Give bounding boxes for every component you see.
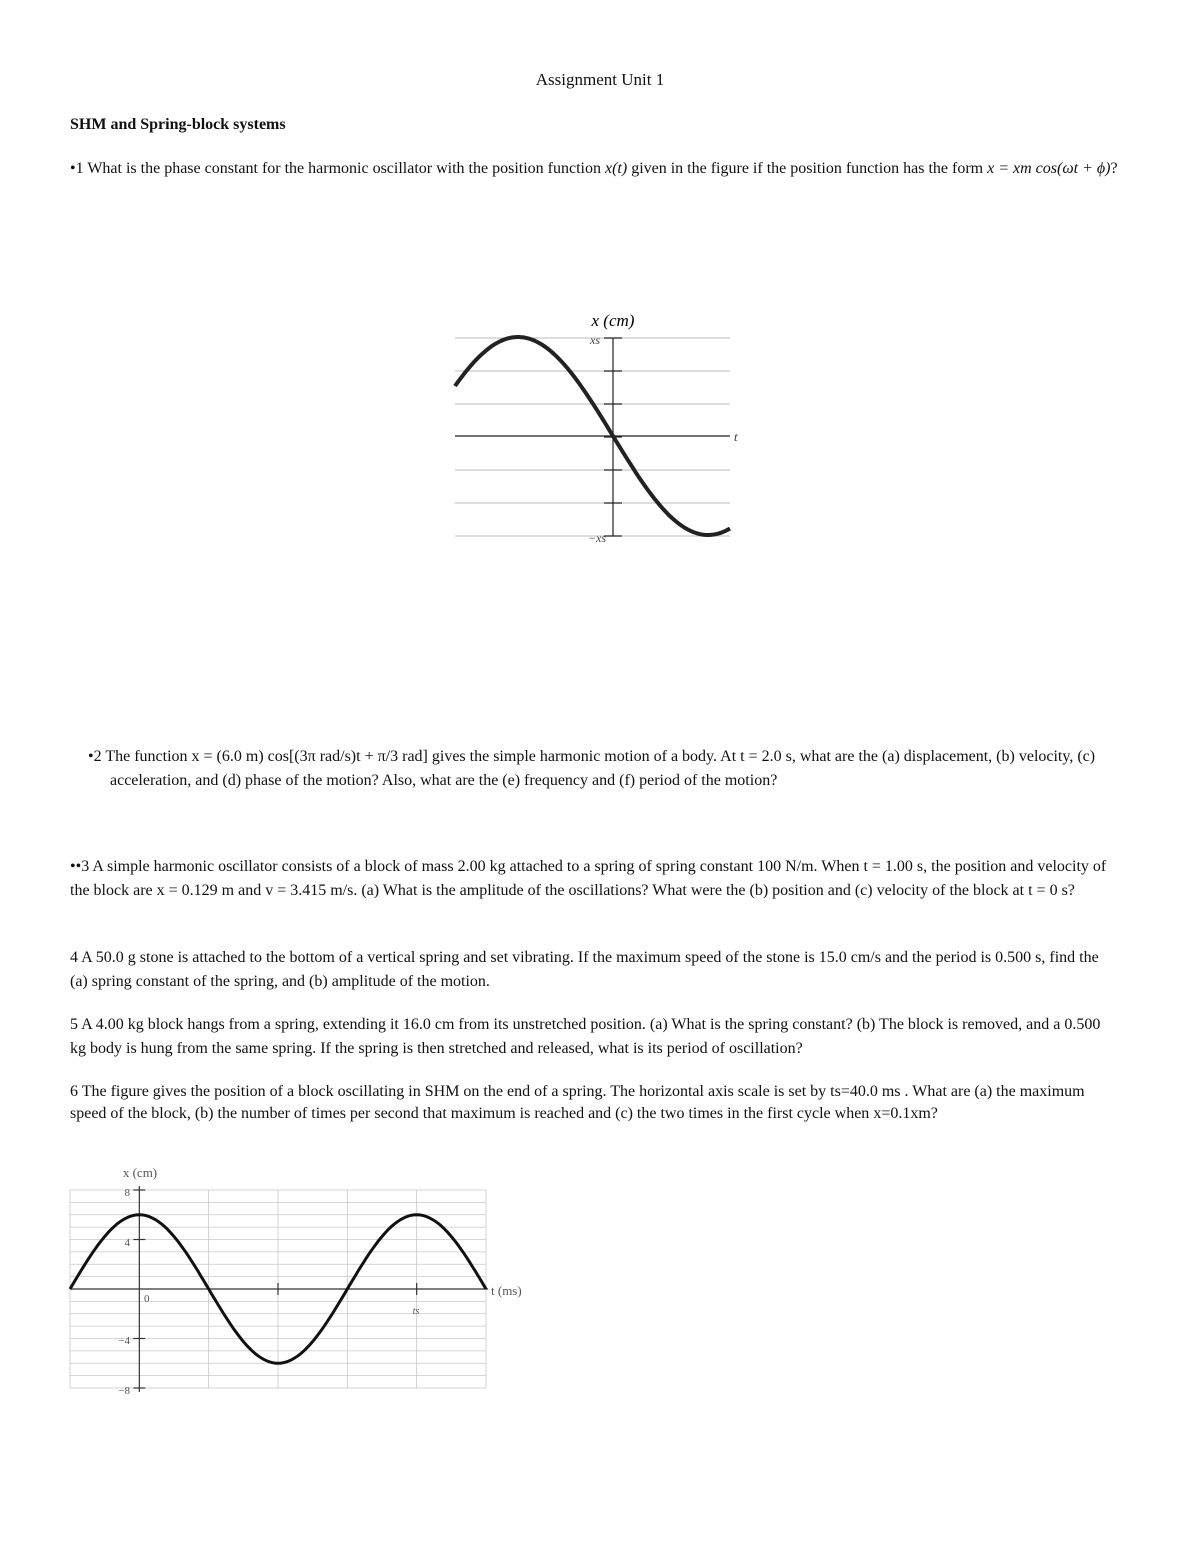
question-marker: •1 bbox=[70, 160, 84, 177]
question-text: ? bbox=[930, 1105, 938, 1122]
figure-1-bottom-tick-label: −xs bbox=[587, 531, 606, 545]
figure-2-x-axis-label: t (ms) bbox=[491, 1283, 522, 1298]
figure-2-y-tick-label-neg8: −8 bbox=[118, 1385, 130, 1397]
page-title: Assignment Unit 1 bbox=[535, 70, 665, 89]
question-marker: 6 bbox=[70, 1083, 78, 1100]
question-text: . What are (a) the maximum speed of the block, (b) the number of times per second that maximum is reached and (c) the two times in the first cycle when bbox=[70, 1083, 1085, 1122]
figure-1-t-axis-label: t bbox=[734, 429, 738, 444]
question-5 bbox=[70, 1013, 1120, 1061]
figure-2-y-tick-label-8: 8 bbox=[124, 1187, 130, 1199]
question-1 bbox=[70, 157, 1120, 181]
figure-1-gridlines bbox=[455, 338, 730, 536]
question-text: ? bbox=[1110, 160, 1118, 177]
question-marker: ••3 bbox=[70, 858, 90, 875]
math-ts-value: ts=40.0 ms bbox=[830, 1083, 901, 1100]
figure-2-y-axis-label: x (cm) bbox=[122, 1165, 158, 1180]
question-text: given in the figure if the position function has the form bbox=[627, 160, 988, 177]
question-marker: •2 bbox=[88, 748, 102, 765]
figure-2-x-tick-label: ts bbox=[412, 1306, 420, 1317]
question-text: A simple harmonic oscillator consists of a block of mass 2.00 kg attached to a spring of spring constant 100 N/m. When t = 1.00 s, the position and velocity of the block are x = 0.129 m and v = 3.415 m/s. (a) What is the amplitude of the oscillations? What were the (b) position and (c) velocity of the block at t = 0 s? bbox=[70, 858, 1107, 899]
question-4 bbox=[70, 946, 1120, 994]
figure-2-y-tick-label-4: 4 bbox=[124, 1237, 130, 1249]
math-x-of-t: x(t) bbox=[604, 160, 628, 177]
math-formula: x = xm cos(ωt + ϕ) bbox=[987, 160, 1111, 177]
question-marker: 5 bbox=[70, 1016, 78, 1033]
figure-1-position-graph bbox=[440, 300, 750, 560]
figure-1-y-axis-label: x (cm) bbox=[591, 311, 635, 330]
section-heading: SHM and Spring-block systems bbox=[70, 116, 286, 133]
question-text: What is the phase constant for the harmonic oscillator with the position function bbox=[83, 160, 605, 177]
question-text: A 50.0 g stone is attached to the bottom of a vertical spring and set vibrating. If the maximum speed of the stone is 15.0 cm/s and the period is 0.500 s, find the (a) spring constant of the spring, and (b) amplitude of the motion. bbox=[70, 949, 1099, 990]
question-2 bbox=[88, 745, 1160, 793]
figure-1-top-tick-label: xs bbox=[590, 333, 600, 347]
question-text: The figure gives the position of a block oscillating in SHM on the end of a spring. The horizontal axis scale is set by bbox=[78, 1083, 831, 1100]
question-6 bbox=[70, 1081, 1120, 1125]
math-x-value: x=0.1xm bbox=[873, 1105, 931, 1122]
question-3 bbox=[70, 855, 1120, 903]
question-text: The function x = (6.0 m) cos[(3π rad/s)t + π/3 rad] gives the simple harmonic motion of a body. At t = 2.0 s, what are the (a) displacement, (b) velocity, (c) acceleration, and (d) phase of the motion? Also, what are the (e) frequency and (f) period of the motion? bbox=[101, 748, 1096, 789]
figure-2-origin-label: 0 bbox=[144, 1293, 150, 1305]
question-text: A 4.00 kg block hangs from a spring, extending it 16.0 cm from its unstretched position. (a) What is the spring constant? (b) The block is removed, and a 0.500 kg body is hung from the same spring. If the spring is then stretched and released, what is its period of oscillation? bbox=[70, 1016, 1101, 1057]
figure-2-y-tick-label-neg4: −4 bbox=[118, 1335, 130, 1347]
question-marker: 4 bbox=[70, 949, 78, 966]
figure-2-chart bbox=[60, 1160, 560, 1410]
